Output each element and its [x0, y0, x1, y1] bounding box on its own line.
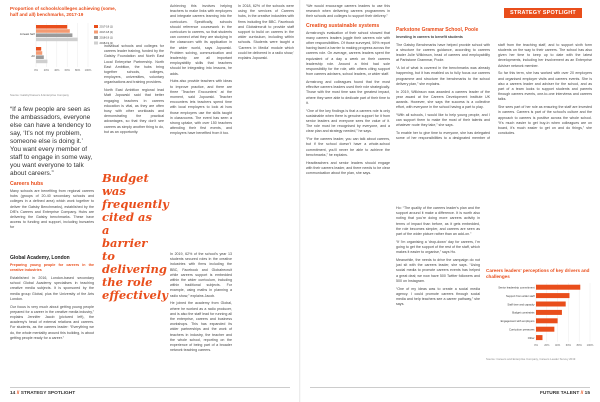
- chart-2-title: Careers leaders' perceptions of key drivers and challenges: [486, 268, 590, 279]
- bar: [36, 25, 67, 29]
- chart-2-source: Source: Careers and Enterprise Company, Careers Leader Survey 2019: [486, 357, 576, 362]
- case2-paragraph: “With all schools, I would like to help young people, and I can support them to make the most of their talents and whatever route they take,” she says.: [396, 113, 490, 128]
- x-tick-label: 80%: [74, 69, 81, 73]
- category-label: Senior leadership commitment: [498, 286, 535, 290]
- right-paragraph: In 2019, 62% of the school's year 13 students secured roles in the creative industries with firms including the BBC, Facebook and Globalrecruit while careers support is embedded within the wider curriculum, including within traditional subjects. For example, using maths in planning a radio show,” explains Jacob.: [170, 252, 232, 298]
- case2-paragraph: To enable her to give time to everyone, she has delegated some of her responsibilities to a designated member of staff from the teaching staff, and to support sixth form students on the way to their careers. The school has also given her time to keep up to date with the latest developments, including her involvement as an Enterprise Adviser network member.: [396, 42, 592, 141]
- x-tick-label: 20%: [544, 343, 550, 347]
- case2-paragraph: The Gatsby Benchmarks have helped provide school with a structure for careers guidance, according to careers leader Julie Wilkinson, head of careers and employability at Parkstone Grammar, Poole.: [396, 42, 490, 63]
- global-paragraph: Established in 2016, London-based secondary school Global Academy specialises in teaching creative media subjects. It is sponsored by the media group Global, plus the University of the Arts London.: [10, 276, 94, 301]
- global-subheading: Preparing young people for careers in the creative industries: [10, 263, 94, 273]
- mid-paragraph: Hubs also provide teachers with ideas to improve practice, and there are three 'Teacher Encounters' at the moment, said Jopowski. Teacher encounters lets teachers spend time with local employers to look at how those employers use the skills taught in classrooms. The event has seen a strong uptake, with over 150 teachers attending their first events, and employers have benefited from it too.: [170, 79, 232, 136]
- section-title: FUTURE TALENT: [539, 391, 580, 396]
- case2-subheading: Investing in careers to benefit students: [396, 35, 463, 39]
- mid-paragraph: Achieving this involves helping teachers to make links with employers and integrate careers learning into the curriculum. Specifically, schools should reference coursework in the curriculum to careers, so that students can connect what they are studying in the classroom with its application in the wider world, says Jopowski. Problem solving, communication and leadership are all important employability skills that teachers should be integrating into lessons, he adds.: [170, 4, 232, 76]
- left-column-5: [238, 4, 294, 64]
- bar: [36, 56, 44, 60]
- category-label: Support from wider staff: [506, 295, 535, 299]
- category-label: Engagement with employers: [500, 320, 535, 324]
- right-paragraph: He joined the academy from Global, where he worked as a radio producer, and is also the staff lead for running all the enterprise, careers and business workshops. This has expanded its wider partnerships and the work of teachers in industry, the teacher and the whole school, reporting on the experience of being part of a broader network teaching careers.: [170, 301, 232, 353]
- x-tick-label: 0%: [34, 69, 38, 73]
- section-tag: STRATEGY SPOTLIGHT: [504, 8, 582, 18]
- bar: [36, 47, 41, 51]
- bar: [36, 51, 42, 55]
- legend-label: 2018-19 (1): [99, 36, 113, 40]
- legend-label: 2018-19 (2): [99, 42, 113, 46]
- legend-swatch: [94, 42, 98, 45]
- right-paragraph: “For the careers leader, you can talk about careers, but if the school doesn't have a whole-school commitment, you'll never be able to achieve the benchmarks,” he explains.: [306, 137, 390, 157]
- mid-paragraph: individual schools and colleges for careers leader training, funded by the Gatsby Foundation and North East Local Enterprise Partnership. North East Ambition, the hubs bring together schools, colleges, employers, universities, voluntary organisations and training providers.: [104, 44, 164, 85]
- footer-rule: [310, 387, 590, 388]
- section-title: STRATEGY SPOTLIGHT: [20, 391, 76, 396]
- x-tick-label: 20%: [43, 69, 50, 73]
- bar: [536, 293, 569, 298]
- bar: [536, 310, 562, 315]
- x-tick-label: 0%: [534, 343, 538, 347]
- bar: [536, 302, 566, 307]
- chart-1-title: Proportion of schools/colleges achieving (some, half and all) benchmarks, 2017-19: [10, 6, 116, 17]
- x-tick-label: 100%: [586, 343, 594, 347]
- category-label: Staff time and capacity: [507, 303, 535, 307]
- careers-hub-paragraph: Many schools are benefiting from regional careers hubs (groups of 20-40 secondary schools and colleges in a defined area) which work together to deliver the Gatsby Benchmarks), established by the DfE's Careers and Enterprise Company. Hubs are delivering the Gatsby benchmarks. These have access to funding and support, including bursaries for: [10, 189, 94, 230]
- bar: [36, 60, 47, 64]
- legend-swatch: [94, 25, 98, 28]
- mid-paragraph: In 2018, 62% of the schools were using the services of Careers hubs, in the creative industries with firms including the BBC. Facebook and Globalrecruit to provide staff support to build on careers in the wider curriculum, including within schools. Students were taught a 'Careers in Media' module which could be delivered in a radio show,' explains Jopowski.: [238, 4, 294, 61]
- right-column-2: [396, 206, 480, 310]
- x-tick-label: 80%: [576, 343, 582, 347]
- pull-quote: Budget was frequently cited as a barrier to delivering the role effectively: [102, 171, 169, 302]
- left-column-1: [10, 106, 94, 233]
- chart-2: [486, 279, 594, 353]
- creating-heading: Creating sustainable systems: [306, 22, 380, 29]
- category-label: Other: [527, 337, 535, 341]
- bar: [536, 285, 580, 290]
- case2-paragraph: “A lot of what is covered in the benchmarks was already happening, but it has enabled us to fully focus our careers programme and structure the benchmarks to the school delivery plan,” she explains.: [396, 66, 490, 86]
- category-label: Curriculum pressures: [508, 328, 535, 332]
- x-tick-label: 60%: [64, 69, 70, 73]
- x-tick-label: 60%: [565, 343, 572, 347]
- left-column-2: [104, 44, 164, 138]
- case-study-2: [396, 24, 592, 142]
- right-paragraph: Ho: “The quality of the careers leader's plan and the support around it make a difference. It is worth also noting that you're doing more careers activity in terms of impact than before, as it gets embedded, the role becomes simpler, and careers are seen as part of the wider picture rather than an add-on.”: [396, 206, 480, 237]
- bar: [36, 29, 70, 33]
- x-tick-label: 100%: [84, 69, 92, 73]
- bar: [536, 327, 554, 332]
- legend-swatch: [94, 31, 98, 34]
- page-number: 14: [10, 391, 16, 396]
- right-paragraph: “If I'm organising a 'drop-down' day for careers, I'm going to get the support of the rest of the staff, which makes it easier to organise,” says Ho.: [396, 239, 480, 255]
- right-paragraph: “One of the key findings is that a careers role is only sustainable when there is genuine support for it from senior leaders and everyone sees the value of it. The role must be recognised by everyone, and a clear plan and strategy needed,” he says.: [306, 108, 390, 134]
- footer-rule: [10, 387, 290, 388]
- left-column-3: [170, 4, 232, 139]
- x-tick-label: 40%: [54, 69, 60, 73]
- case2-heading: Parkstone Grammar School, Poole: [396, 27, 479, 33]
- left-footer: 14 // STRATEGY SPOTLIGHT: [10, 391, 76, 396]
- case2-columns: [396, 43, 592, 142]
- right-paragraph: Armstrong's evaluation of their school showed that many careers leaders juggle their careers role with other responsibilities. Of those surveyed, 59% report having faced a barrier to making progress across the careers role. On average, careers leaders spent the equivalent of a day a week on their careers leadership role. Around a third had sole responsibility for the role, with others citing support from careers advisers, school leaders, or wider staff.: [306, 30, 390, 77]
- right-page: [300, 0, 600, 402]
- legend-label: 2017-18 (2): [99, 31, 113, 35]
- bar: [36, 38, 78, 42]
- case2-paragraph: She sees part of her role as ensuring the staff are invested in careers. Careers is part of the school's culture and the approach to careers is positive across the whole school. “It's much easier to get buy-in when colleagues are on board, it's much easier to get on and do things,” she concludes.: [498, 105, 592, 136]
- right-footer: FUTURE TALENT // 15: [539, 391, 590, 396]
- case2-paragraph: So far this term, she has worked with over 20 employers and organised employer visits and careers events. She is also a careers leader and adviser for the school, and as part of a team looks to support students and parents through careers events, one-to-one interviews and careers talks.: [498, 71, 592, 102]
- category-label: Budget constraints: [512, 311, 535, 315]
- right-quote: “We would encourage careers leaders to use this research when delivering careers programmes in their schools and colleges to support their delivery.”: [306, 4, 390, 19]
- mid-paragraph: North East Ambition regional lead Matt Jopowski said that better engaging teachers in careers education is vital, as they are often busy with other workloads and demonstrating the practical advantages, so that they don't see careers as simply another thing to do, but as an opportunity.: [104, 88, 164, 134]
- right-paragraph: Meanwhile, the needs to drive the campaign do not just sit with the careers leader, she says. “Using social media to promote careers events has helped a great deal; we now have 500 Twitter followers and 500 on Instagram.: [396, 258, 480, 283]
- global-paragraph: Our focus is very much about getting young people prepared for a career in the creative media industry,” explains Jennifer Jacob (pictured left), the academy's head of external relations and careers. For students, as the careers leader: “Everything we do, the whole mentality around this building, is about getting people ready for a career.”: [10, 304, 94, 340]
- global-section: [10, 252, 94, 344]
- page-number: 15: [584, 391, 590, 396]
- bar: [536, 335, 542, 340]
- right-column-1: [306, 4, 390, 179]
- legend-swatch: [94, 36, 98, 39]
- bar: [36, 34, 72, 38]
- intro-quote: “If a few people are seen as the ambassadors, everyone else can have a tendency to say, ‘It’s not my problem, someone else is doing it.’ You want every member of staff to engage in some way, you want everyone to talk about careers.”: [10, 106, 93, 177]
- legend-label: 2017-18 (1): [99, 25, 113, 29]
- global-heading: Global Academy, London: [10, 255, 70, 261]
- bar: [536, 318, 558, 323]
- right-paragraph: Headteachers and senior leaders should engage with their careers leader, and there needs to be clear communication about the plan, she says.: [306, 160, 390, 176]
- right-paragraph: Armstrong and colleagues found that the most effective careers leaders used their role strategically. Those with the most time saw the greatest impact, where they were able to dedicate part of their time to it.: [306, 80, 390, 105]
- chart-2-container: [486, 268, 594, 362]
- category-label: At least half: [19, 32, 35, 37]
- chart-1-source: Source: Gatsby/Careers & Enterprise Company: [10, 93, 69, 98]
- left-column-4: [170, 252, 232, 356]
- careers-hub-heading: Careers hubs: [10, 181, 44, 187]
- x-tick-label: 40%: [554, 343, 561, 347]
- case2-paragraph: In 2019, Wilkinson was awarded a careers leader of the year award at the Careers Development Institute UK awards. However, she says the success is a collective effort, with everyone in the school having a part to play.: [396, 89, 490, 110]
- category-label: All: [31, 54, 35, 59]
- right-paragraph: “One of my ideas was to create a social media agency. I could promote careers through social media and help teachers see a career pathway,” she says.: [396, 286, 480, 307]
